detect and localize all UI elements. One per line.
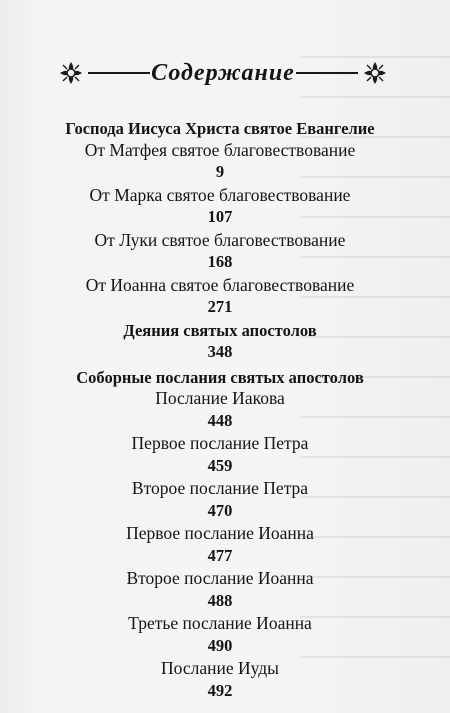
toc-entry-title: Первое послание Иоанна	[126, 523, 314, 543]
toc-entry-title: Первое послание Петра	[131, 433, 309, 453]
toc-entry-page: 477	[207, 545, 233, 565]
toc-entry-title: Третье послание Иоанна	[128, 613, 312, 633]
table-of-contents	[0, 118, 440, 701]
toc-entry-title: От Марка святое благовествование	[89, 184, 351, 205]
toc-section-title: Господа Иисуса Христа святое Евангелие	[65, 119, 375, 138]
header-rule-left	[88, 72, 150, 74]
toc-entry-page: 492	[207, 680, 233, 700]
floral-ornament-icon	[58, 60, 84, 86]
toc-entry-title: Послание Иуды	[161, 658, 279, 678]
toc-entry-title: Второе послание Иоанна	[126, 568, 314, 588]
toc-entry-title: От Луки святое благовествование	[94, 229, 346, 250]
toc-entry-page: 470	[207, 500, 233, 520]
toc-entry-page: 271	[207, 297, 233, 316]
toc-entry-page: 488	[207, 590, 233, 610]
toc-section-title: Деяния святых апостолов	[123, 320, 317, 340]
page-title: Содержание	[151, 60, 295, 86]
toc-entry-title: Второе послание Петра	[131, 478, 309, 498]
toc-entry-page: 9	[215, 162, 225, 181]
floral-ornament-icon	[362, 60, 388, 86]
toc-entry-page: 348	[207, 342, 233, 361]
toc-entry-page: 448	[207, 410, 233, 430]
toc-entry-title: От Матфея святое благовествование	[84, 139, 356, 160]
toc-entry-title: Послание Иакова	[155, 388, 285, 408]
toc-entry-title: От Иоанна святое благовествование	[85, 274, 355, 295]
header-rule-right	[296, 72, 358, 74]
toc-entry-page: 168	[207, 252, 233, 271]
toc-entry-page: 490	[207, 635, 233, 655]
contents-header	[58, 58, 388, 88]
toc-entry-page: 107	[207, 207, 233, 226]
toc-entry-page: 459	[207, 455, 233, 475]
toc-section-title: Соборные послания святых апостолов	[76, 367, 364, 387]
